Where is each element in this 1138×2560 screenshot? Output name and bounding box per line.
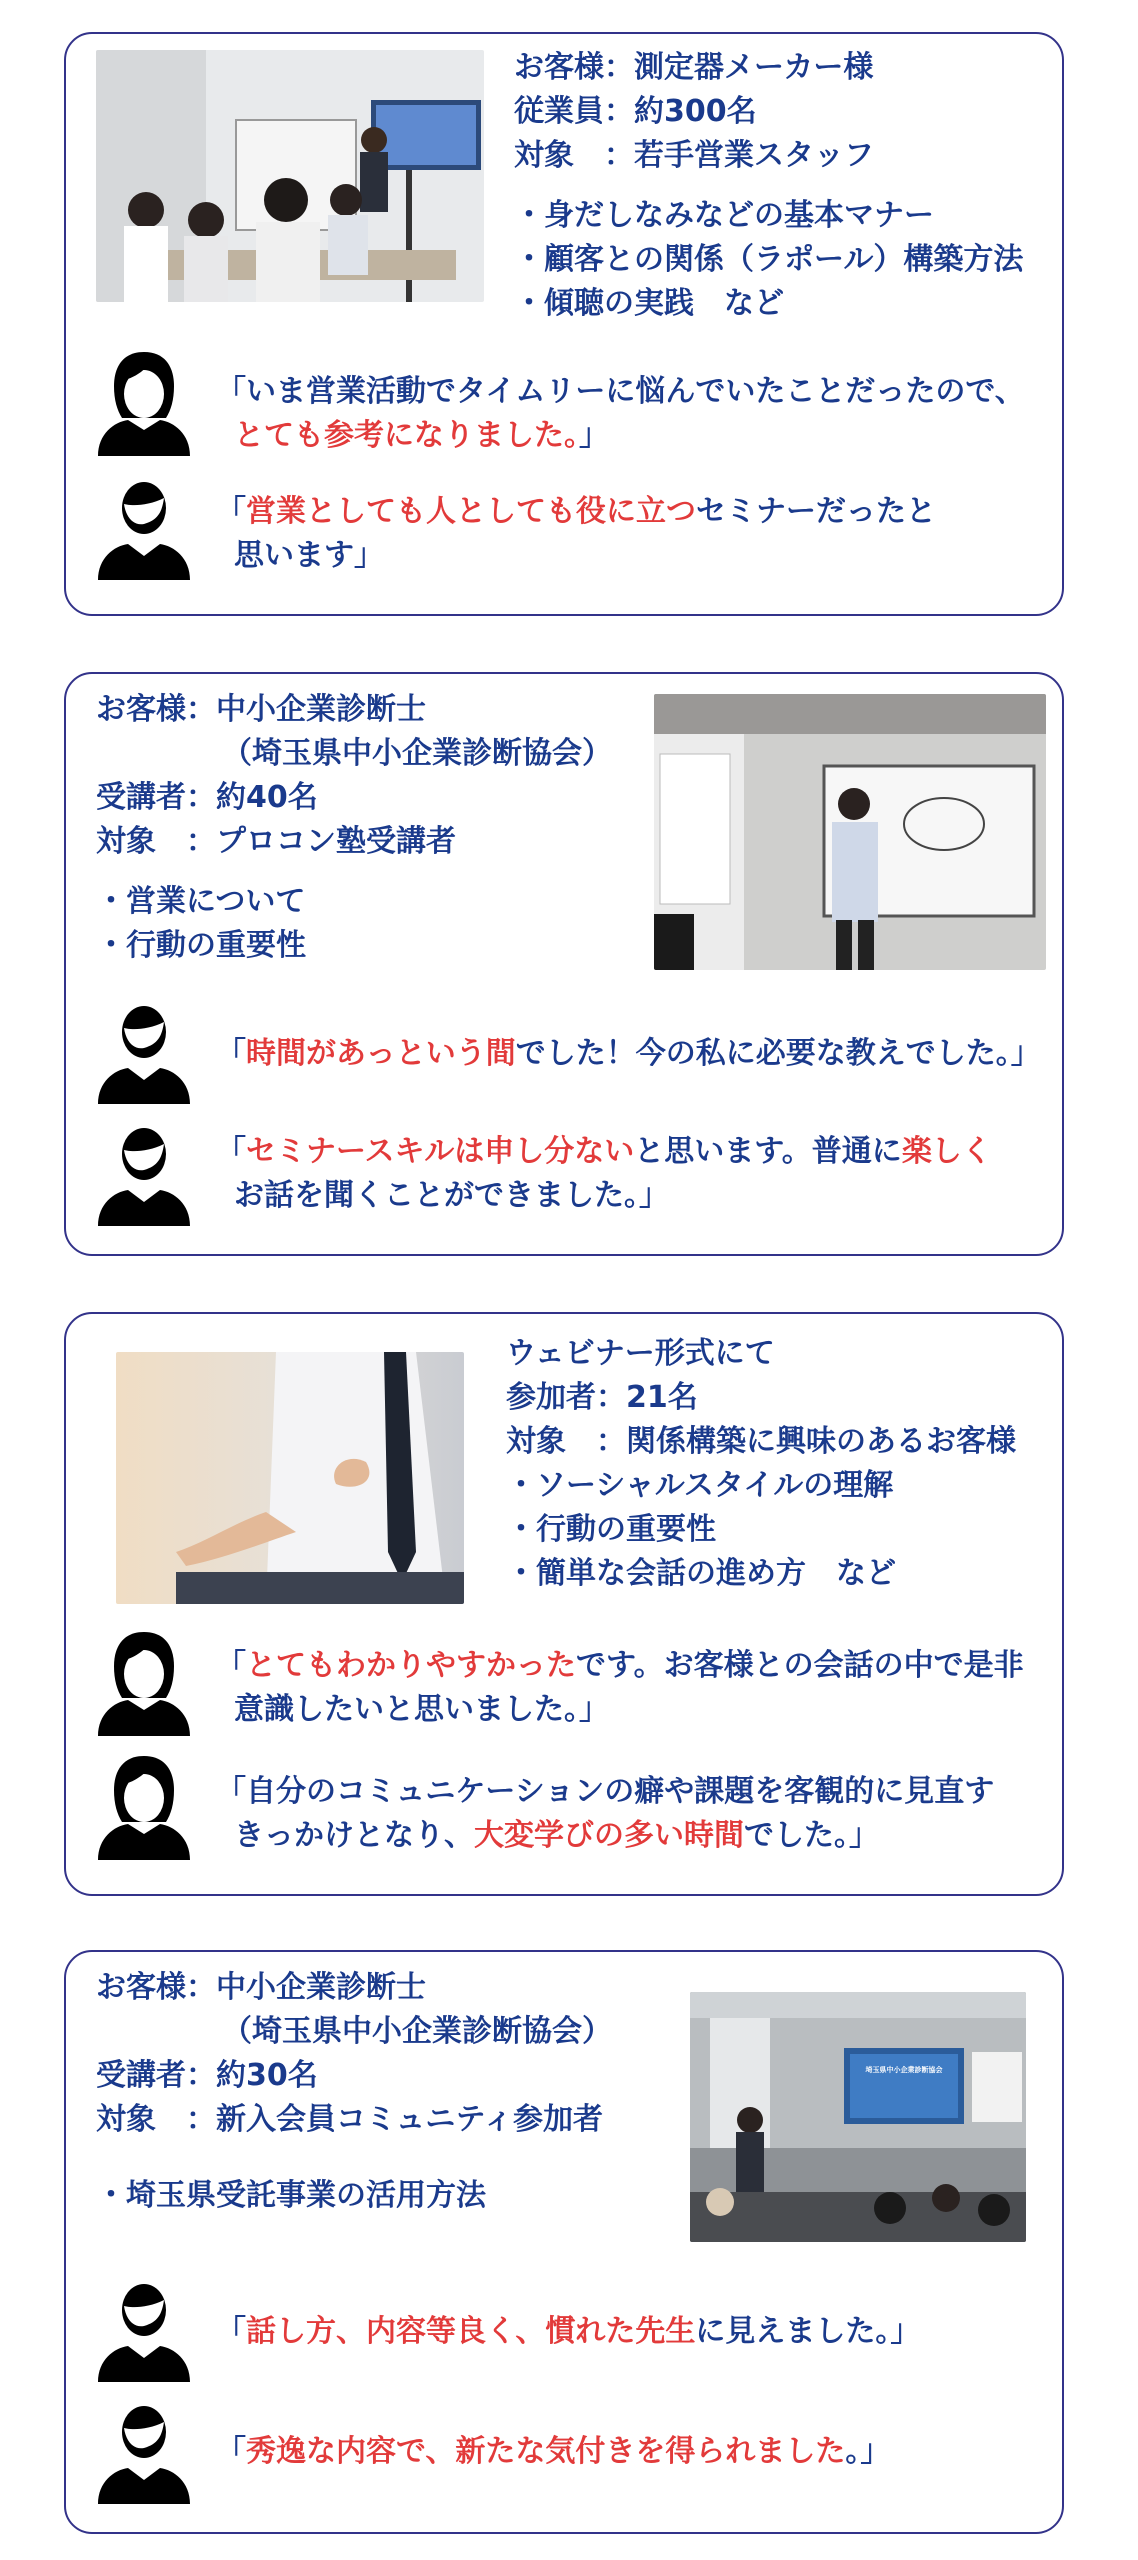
customer-info (96, 1966, 612, 2142)
topic-item: ・営業について (96, 884, 306, 919)
info-line: 対象 ：若手営業スタッフ (514, 138, 874, 173)
info-line: （埼玉県中小企業診断協会） (222, 2014, 612, 2049)
seminar-photo (96, 50, 484, 302)
testimonial-card-1 (64, 32, 1064, 616)
info-line: 受講者：約40名 (96, 780, 318, 815)
screen-text: 埼玉県中小企業診断協会 (865, 2066, 943, 2074)
testimonial-quote (216, 1032, 1041, 1076)
testimonial-card-2 (64, 672, 1064, 1256)
quote-highlight: 営業としても人としても役に立つ (246, 494, 696, 529)
quote-text: 「 (216, 1648, 246, 1683)
topic-item: ・傾聴の実践 など (514, 286, 784, 321)
woman-avatar-icon (96, 1754, 192, 1860)
webinar-photo (116, 1352, 464, 1604)
quote-text: 「 (216, 2434, 246, 2469)
quote-text: 「 (216, 1134, 246, 1169)
topic-list (96, 880, 306, 968)
quote-highlight: 大変学びの多い時間 (474, 1818, 744, 1853)
quote-text: です。お客様との会話の中で是非 (576, 1648, 1024, 1683)
testimonial-quote (216, 2430, 890, 2474)
info-line: お客様：測定器メーカー様 (514, 50, 874, 85)
quote-text: でした！今の私に必要な教えでした。」 (515, 1036, 1041, 1071)
testimonial-card-3 (64, 1312, 1064, 1896)
customer-info (506, 1332, 1016, 1464)
topic-item: ・行動の重要性 (96, 928, 306, 963)
info-line: 受講者：約30名 (96, 2058, 318, 2093)
quote-text: 」 (579, 418, 609, 453)
quote-text: 思います」 (234, 538, 384, 573)
quote-text: 「 (216, 2314, 246, 2349)
info-line: 参加者：21名 (506, 1380, 698, 1415)
quote-text: 。」 (845, 2434, 891, 2469)
info-line: 対象 ：新入会員コミュニティ参加者 (96, 2102, 603, 2137)
customer-info (514, 46, 874, 178)
quote-text: セミナーだったと (696, 494, 936, 529)
quote-text: 「 (216, 494, 246, 529)
testimonial-quote (216, 1130, 992, 1218)
info-line: 対象 ：プロコン塾受講者 (96, 824, 456, 859)
topic-list (514, 194, 1023, 326)
quote-text: きっかけとなり、 (234, 1818, 474, 1853)
quote-highlight: 話し方、内容等良く、慣れた先生 (246, 2314, 696, 2349)
quote-text: と思います。普通に (634, 1134, 902, 1169)
seminar-photo (690, 1992, 1026, 2242)
quote-text: 「いま営業活動でタイムリーに悩んでいたことだったので、 (216, 374, 1025, 409)
woman-avatar-icon (96, 1630, 192, 1736)
quote-highlight: 楽しく (901, 1134, 992, 1169)
quote-highlight: 秀逸な内容で、新たな気付きを得られました (246, 2434, 846, 2469)
testimonial-card-4 (64, 1950, 1064, 2534)
man-avatar-icon (96, 2276, 192, 2382)
info-line: 従業員：約300名 (514, 94, 757, 129)
testimonial-quote (216, 2310, 920, 2354)
testimonial-quote (216, 1644, 1024, 1732)
topic-item: ・ソーシャルスタイルの理解 (506, 1468, 894, 1503)
info-line: お客様：中小企業診断士 (96, 692, 426, 727)
topic-item: ・身だしなみなどの基本マナー (514, 198, 934, 233)
quote-text: 「自分のコミュニケーションの癖や課題を客観的に見直す (216, 1774, 995, 1809)
topic-item: ・行動の重要性 (506, 1512, 716, 1547)
topic-list (506, 1464, 896, 1596)
info-line: 対象 ：関係構築に興味のあるお客様 (506, 1424, 1016, 1459)
quote-highlight: とてもわかりやすかった (246, 1648, 576, 1683)
info-line: ウェビナー形式にて (506, 1336, 775, 1371)
quote-text: に見えました。」 (695, 2314, 921, 2349)
man-avatar-icon (96, 474, 192, 580)
testimonial-quote (216, 490, 936, 578)
man-avatar-icon (96, 998, 192, 1104)
quote-text: 意識したいと思いました。」 (234, 1692, 609, 1727)
quote-text: 「 (216, 1036, 246, 1071)
quote-highlight: セミナースキルは申し分ない (246, 1134, 635, 1169)
man-avatar-icon (96, 1120, 192, 1226)
topic-item: ・埼玉県受託事業の活用方法 (96, 2178, 486, 2213)
topic-item: ・顧客との関係（ラポール）構築方法 (514, 242, 1024, 277)
customer-info (96, 688, 612, 864)
topic-item: ・簡単な会話の進め方 など (506, 1556, 896, 1591)
topic-list (96, 2174, 486, 2218)
testimonial-quote (216, 370, 1025, 458)
info-line: お客様：中小企業診断士 (96, 1970, 426, 2005)
info-line: （埼玉県中小企業診断協会） (222, 736, 612, 771)
quote-highlight: とても参考になりました。 (234, 418, 579, 453)
quote-text: でした。」 (744, 1818, 879, 1853)
testimonial-quote (216, 1770, 994, 1858)
seminar-photo (654, 694, 1046, 970)
quote-text: お話を聞くことができました。」 (234, 1178, 669, 1213)
man-avatar-icon (96, 2398, 192, 2504)
quote-highlight: 時間があっという間 (246, 1036, 516, 1071)
woman-avatar-icon (96, 350, 192, 456)
